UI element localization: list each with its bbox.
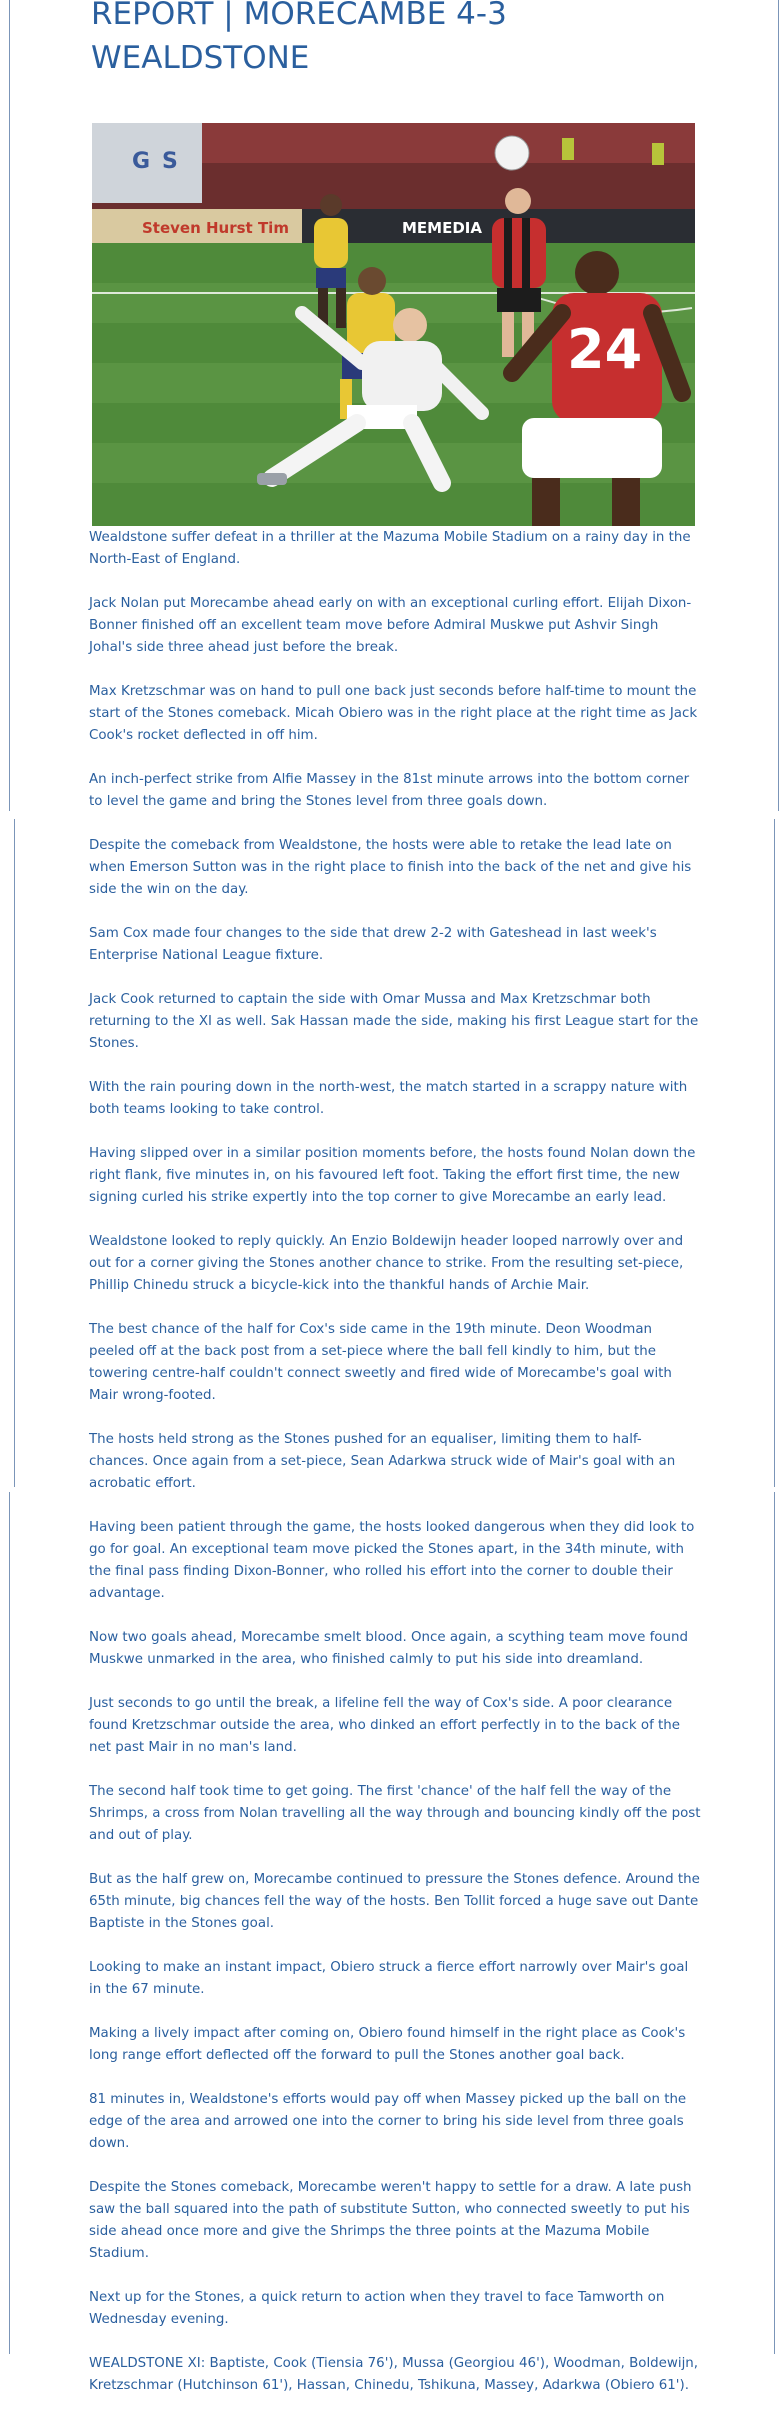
article-paragraph: Jack Cook returned to captain the side with Omar Mussa and Max Kretzschmar both returning to the XI as well. Sak Hassan made the side, making his first League start for the Stones. — [89, 992, 699, 1051]
article-paragraph: Next up for the Stones, a quick return to action when they travel to face Tamworth on Wednesday evening. — [89, 2290, 665, 2327]
article-paragraph: Despite the comeback from Wealdstone, the hosts were able to retake the lead late on when Emerson Sutton was in the right place to finish into the back of the net and give his side the win on the day. — [89, 838, 692, 897]
svg-text:Steven Hurst Tim: Steven Hurst Tim — [142, 219, 289, 237]
article-paragraph: Wealdstone looked to reply quickly. An Enzio Boldewijn header looped narrowly over and out for a corner giving the Stones another chance to strike. From the resulting set-piece, Phillip Chinedu struck a bicycle-kick into the thankful hands of Archie Mair. — [89, 1234, 684, 1293]
left-rule-1 — [9, 0, 10, 811]
svg-text:S: S — [162, 149, 178, 174]
svg-text:MEMEDIA: MEMEDIA — [402, 219, 482, 237]
article-body — [89, 527, 701, 2419]
article-paragraph: Making a lively impact after coming on, Obiero found himself in the right place as Cook's long range effort deflected off the forward to pull the Stones another goal back. — [89, 2026, 686, 2063]
article-paragraph: An inch-perfect strike from Alfie Massey in the 81st minute arrows into the bottom corner to level the game and bring the Stones level from three goals down. — [89, 772, 690, 809]
article-paragraph: Max Kretzschmar was on hand to pull one back just seconds before half-time to mount the start of the Stones comeback. Micah Obiero was in the right place at the right time as Jack Cook's rocket deflected in off him. — [89, 684, 698, 743]
article-paragraph: Looking to make an instant impact, Obiero struck a fierce effort narrowly over Mair's goal in the 67 minute. — [89, 1960, 689, 1997]
article-paragraph: 81 minutes in, Wealdstone's efforts would pay off when Massey picked up the ball on the edge of the area and arrowed one into the corner to bring his side level from three goals down. — [89, 2092, 687, 2151]
article-paragraph: With the rain pouring down in the north-west, the match started in a scrappy nature with both teams looking to take control. — [89, 1080, 688, 1117]
left-rule-2 — [14, 819, 15, 1487]
article-paragraph: Just seconds to go until the break, a lifeline fell the way of Cox's side. A poor clearance found Kretzschmar outside the area, who dinked an effort perfectly in to the back of the net past Mair in no man's land. — [89, 1696, 681, 1755]
article-title: REPORT | MORECAMBE 4-3 WEALDSTONE — [91, 0, 507, 76]
svg-text:24: 24 — [567, 318, 643, 381]
article-paragraph: Having slipped over in a similar position moments before, the hosts found Nolan down the right flank, five minutes in, on his favoured left foot. Taking the effort first time, the new signing curled his strike expertly into the top corner to give Morecambe an early lead. — [89, 1146, 696, 1205]
right-rule-1 — [778, 0, 779, 811]
svg-text:G: G — [132, 149, 151, 174]
article-paragraph: The hosts held strong as the Stones pushed for an equaliser, limiting them to half-chances. Once again from a set-piece, Sean Adarkwa struck wide of Mair's goal with an acrobatic effort. — [89, 1432, 676, 1491]
left-rule-3 — [9, 1492, 10, 2354]
article-paragraph: But as the half grew on, Morecambe continued to pressure the Stones defence. Around the 65th minute, big chances fell the way of the hosts. Ben Tollit forced a huge save out Dante Baptiste in the Stones goal. — [89, 1872, 700, 1931]
article-paragraph: Sam Cox made four changes to the side that drew 2-2 with Gateshead in last week's Enterprise National League fixture. — [89, 926, 657, 963]
lineup-paragraph: WEALDSTONE XI: Baptiste, Cook (Tiensia 76'), Mussa (Georgiou 46'), Woodman, Boldewijn, Kretzschmar (Hutchinson 61'), Hassan, Chinedu, Tshikuna, Massey, Adarkwa (Obiero 61'). — [89, 2356, 699, 2393]
photo-caption: Wealdstone suffer defeat in a thriller at the Mazuma Mobile Stadium on a rainy day in the North-East of England. — [89, 530, 691, 567]
article-paragraph: Jack Nolan put Morecambe ahead early on with an exceptional curling effort. Elijah Dixon-Bonner finished off an excellent team move before Admiral Muskwe put Ashvir Singh Johal's side three ahead just before the break. — [89, 596, 692, 655]
right-rule-3 — [774, 1492, 775, 2354]
article-paragraph: The best chance of the half for Cox's side came in the 19th minute. Deon Woodman peeled off at the back post from a set-piece where the ball fell kindly to him, but the towering centre-half couldn't connect sweetly and fired wide of Morecambe's goal with Mair wrong-footed. — [89, 1322, 672, 1403]
article-paragraph: Now two goals ahead, Morecambe smelt blood. Once again, a scything team move found Muskwe unmarked in the area, who finished calmly to put his side into dreamland. — [89, 1630, 688, 1667]
article-paragraph: Despite the Stones comeback, Morecambe weren't happy to settle for a draw. A late push saw the ball squared into the path of substitute Sutton, who connected sweetly to put his side ahead once more and give the Shrimps the three points at the Mazuma Mobile Stadium. — [89, 2180, 692, 2261]
article-paragraph: The second half took time to get going. The first 'chance' of the half fell the way of the Shrimps, a cross from Nolan travelling all the way through and bouncing kindly off the post and out of play. — [89, 1784, 701, 1843]
right-rule-2 — [774, 819, 775, 1487]
article-paragraph: Having been patient through the game, the hosts looked dangerous when they did look to go for goal. An exceptional team move picked the Stones apart, in the 34th minute, with the final pass finding Dixon-Bonner, who rolled his effort into the corner to double their advantage. — [89, 1520, 695, 1601]
match-photo — [92, 123, 695, 526]
